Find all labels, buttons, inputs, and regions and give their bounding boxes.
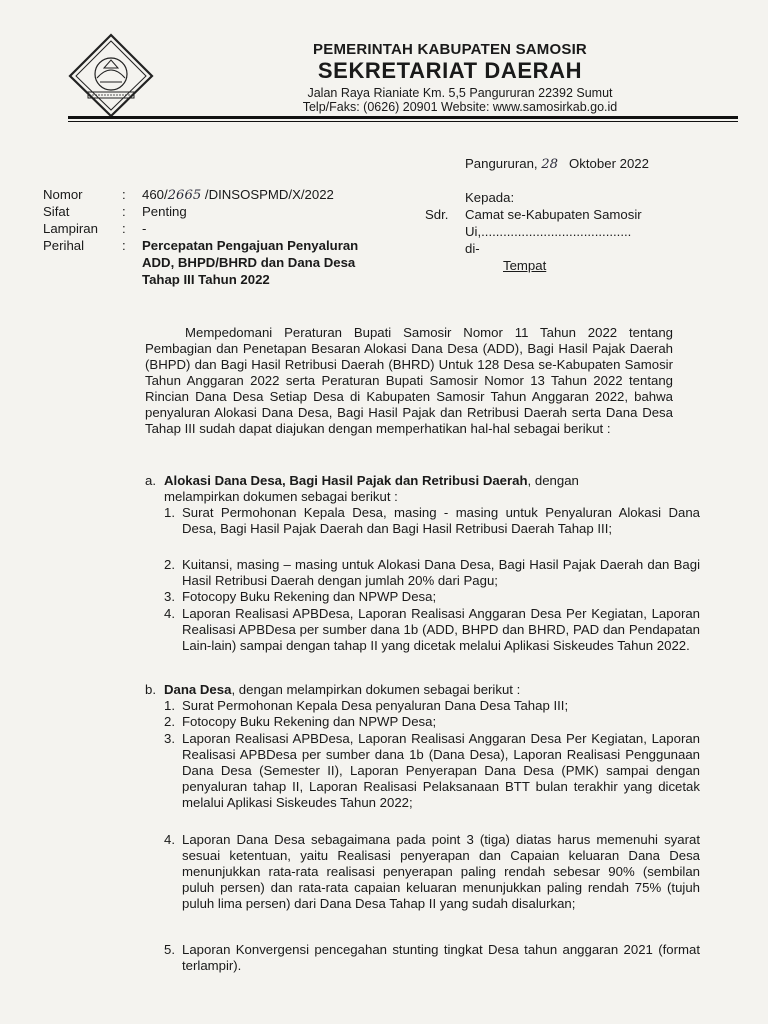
list-item: Laporan Konvergensi pencegahan stunting tingkat Desa tahun anggaran 2021 (format terlampir).: [182, 942, 700, 973]
list-item-number: 2.: [164, 557, 175, 572]
section-a-title: Alokasi Dana Desa, Bagi Hasil Pajak dan Retribusi Daerah: [164, 473, 528, 488]
nomor-suffix: /DINSOSPMD/X/2022: [204, 187, 334, 202]
list-item-number: 3.: [164, 589, 175, 604]
office-name: SEKRETARIAT DAERAH: [317, 58, 583, 83]
sdr-label: Sdr.: [425, 207, 449, 222]
nomor-label: Nomor: [43, 187, 83, 202]
section-a-heading: [164, 473, 700, 489]
lampiran-value: -: [142, 221, 147, 236]
nomor-value: [142, 187, 334, 204]
list-item: Surat Permohonan Kepala Desa, masing - masing untuk Penyaluran Alokasi Dana Desa, Bagi Hasil Pajak Daerah dan Bagi Hasil Retribusi Daerah Tahap III;: [182, 505, 700, 536]
list-item: Fotocopy Buku Rekening dan NPWP Desa;: [182, 714, 437, 729]
recipient-place: [503, 258, 546, 274]
intro-text: Mempedomani Peraturan Bupati Samosir Nomor 11 Tahun 2022 tentang Pembagian dan Penetapan Besaran Alokasi Dana Desa (ADD), Bagi Hasil Pajak Daerah (BHPD) dan Bagi Hasil Retribusi Daerah (BHRD) Untuk 128 Desa se-Kabupaten Samosir Tahun Anggaran 2022 serta Peraturan Bupati Samosir Nomor 13 Tahun 2022 tentang Rincian Dana Desa Setiap Desa di Kabupaten Samosir Tahun Anggaran 2022, bahwa penyaluran Alokasi Dana Desa, Bagi Hasil Pajak dan Retribusi Daerah serta Dana Desa Tahap III sudah dapat diajukan dengan memperhatikan hal-hal sebagai berikut :: [145, 325, 673, 436]
nomor-handwritten: 2665: [167, 188, 202, 203]
list-item: Laporan Realisasi APBDesa, Laporan Realisasi Anggaran Desa Per Kegiatan, Laporan Realisasi APBDesa per sumber dana 1b (Dana Desa), Laporan Realisasi Penggunaan Dana Desa (Semester II), Laporan Penyerapan Dana Desa (PMK) sampai dengan penyaluran tahap II, Laporan Realisasi Pelaksanaan BTT bulan terakhir yang dicetak melalui Aplikasi Siskeudes Tahun 2022;: [182, 731, 700, 810]
section-b-heading: [164, 682, 700, 698]
recipient-ui: Ui,.........................................: [465, 224, 632, 239]
section-a-marker: a.: [145, 473, 156, 488]
section-b-marker: b.: [145, 682, 156, 697]
list-item-number: 4.: [164, 606, 175, 621]
letterhead-rule-thick: [68, 116, 738, 119]
list-item: Kuitansi, masing – masing untuk Alokasi Dana Desa, Bagi Hasil Pajak Daerah dan Bagi Hasil Retribusi Daerah dengan jumlah 20% dari Pagu;: [182, 557, 700, 588]
list-item: Laporan Realisasi APBDesa, Laporan Realisasi Anggaran Desa Per Kegiatan, Laporan Realisasi APBDesa per sumber dana 1b (ADD, BHPD dan BHRD, PAD dan Pendapatan Lain-lain) sampai dengan tahap II yang dicetak melalui Aplikasi Siskeudes Tahun 2022.: [182, 606, 700, 653]
list-item-number: 2.: [164, 714, 175, 729]
government-name: PEMERINTAH KABUPATEN SAMOSIR: [313, 41, 587, 58]
recipient-di: di-: [465, 241, 480, 256]
kepada-label: Kepada:: [465, 190, 515, 205]
list-item-number: 1.: [164, 698, 175, 713]
office-contact: Telp/Faks: (0626) 20901 Website: www.samosirkab.go.id: [302, 100, 618, 114]
sifat-label: Sifat: [43, 204, 70, 219]
list-item-number: 1.: [164, 505, 175, 520]
colon: :: [122, 187, 126, 202]
letter-date: [465, 156, 649, 173]
date-place: Pangururan,: [465, 156, 538, 171]
sifat-value: Penting: [142, 204, 187, 219]
colon: :: [122, 204, 126, 219]
perihal-label: Perihal: [43, 238, 85, 253]
intro-paragraph: [145, 325, 673, 437]
section-a-line2: melampirkan dokumen sebagai berikut :: [164, 489, 398, 504]
colon: :: [122, 221, 126, 236]
section-b-title: Dana Desa: [164, 682, 232, 697]
tempat-text: Tempat: [503, 258, 547, 273]
letterhead-rule-thin: [68, 121, 738, 122]
office-address: Jalan Raya Rianiate Km. 5,5 Pangururan 22392 Sumut: [307, 86, 613, 100]
perihal-line: Percepatan Pengajuan Penyaluran: [142, 238, 359, 253]
date-day-handwritten: 28: [541, 157, 559, 172]
list-item-number: 3.: [164, 731, 175, 746]
perihal-line: ADD, BHPD/BHRD dan Dana Desa: [142, 255, 356, 270]
section-a-rest: , dengan: [527, 473, 579, 488]
recipient-name: Camat se-Kabupaten Samosir: [465, 207, 642, 222]
nomor-prefix: 460/: [142, 187, 168, 202]
perihal-line: Tahap III Tahun 2022: [142, 272, 270, 287]
section-b-rest: , dengan melampirkan dokumen sebagai berikut :: [231, 682, 521, 697]
regency-emblem-icon: [66, 32, 156, 118]
list-item: Fotocopy Buku Rekening dan NPWP Desa;: [182, 589, 437, 604]
date-month-year: Oktober 2022: [569, 156, 649, 171]
list-item-number: 5.: [164, 942, 175, 957]
list-item-number: 4.: [164, 832, 175, 847]
lampiran-label: Lampiran: [43, 221, 98, 236]
list-item: Surat Permohonan Kepala Desa penyaluran Dana Desa Tahap III;: [182, 698, 569, 713]
colon: :: [122, 238, 126, 253]
list-item: Laporan Dana Desa sebagaimana pada point 3 (tiga) diatas harus memenuhi syarat sesuai ketentuan, yaitu Realisasi penyerapan dan Capaian keluaran Dana Desa menunjukkan rata-rata realisasi penyerapan paling rendah sebesar 90% (sembilan puluh persen) dan rata-rata capaian keluaran menunjukkan paling rendah 75% (tujuh puluh lima persen) dari Dana Desa Tahap II yang sudah disalurkan;: [182, 832, 700, 911]
